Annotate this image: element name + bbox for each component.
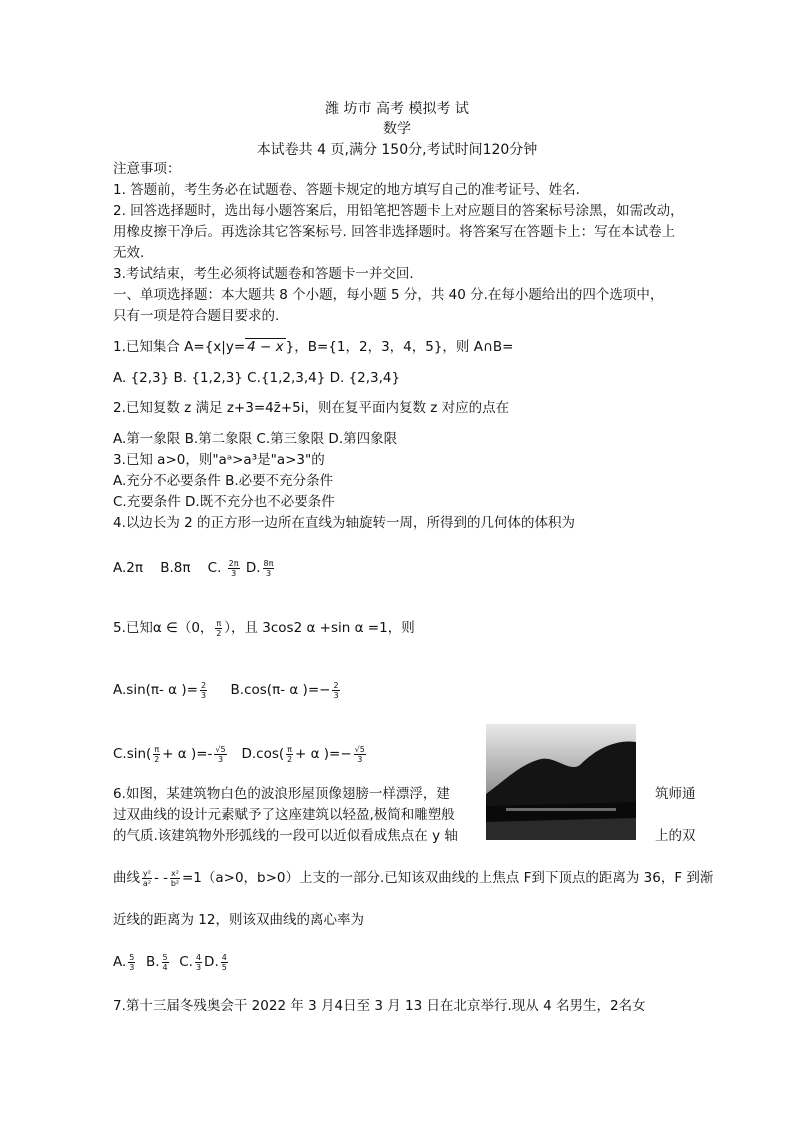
option-b: B.8π: [160, 560, 191, 576]
question-6-line3-right: 上的双: [655, 828, 696, 844]
question-6-line3: 的气质.该建筑物外形弧线的一段可以近似看成焦点在 y 轴: [113, 828, 458, 844]
q1-text-post: }，B={1，2，3，4，5}，则 A∩B=: [285, 339, 514, 355]
question-6-options: A. $\frac{5}{3}$ B. $\frac{5}{4}$ C. $\frac{4}{3}$ D. $\frac{4}{5}$: [113, 952, 227, 972]
q1-text-pre: 1.已知集合 A={x|y=: [113, 339, 246, 355]
option-d: D.: [245, 560, 261, 576]
question-3-options-1: A.充分不必要条件 B.必要不充分条件: [113, 473, 334, 489]
fraction: $\frac{\pi}{2}$: [216, 618, 222, 638]
fraction: $\frac{2\pi}{3}$: [228, 558, 239, 578]
question-6-line1: 6.如图，某建筑物白色的波浪形屋顶像翅膀一样漂浮，建: [113, 786, 450, 802]
question-5: [113, 618, 415, 639]
notice-item: 1. 答题前，考生务必在试题卷、答题卡规定的地方填写自己的准考证号、姓名.: [113, 182, 580, 198]
question-4: 4.以边长为 2 的正方形一边所在直线为轴旋转一周，所得到的几何体的体积为: [113, 515, 576, 531]
q5-text-pre: 5.已知α ∈（0，: [113, 620, 214, 636]
question-7: 7.第十三届冬残奥会干 2022 年 3 月4日至 3 月 13 日在北京举行.现从 4 名男生，2名女: [113, 998, 646, 1014]
question-4-options: [113, 558, 276, 579]
notice-item: 用橡皮擦干净后。再选涂其它答案标号. 回答非选择题时。将答案写在答题卡上：写在本试卷上: [113, 224, 676, 240]
wave-roof-building-image: [486, 724, 636, 840]
section-heading: 一、单项选择题：本大题共 8 个小题，每小题 5 分，共 40 分.在每小题给出的四个选项中，: [113, 287, 664, 303]
notice-item: 无效.: [113, 245, 145, 261]
question-6-line5: 近线的距离为 12，则该双曲线的离心率为: [113, 912, 364, 928]
notice-heading: 注意事项：: [113, 161, 181, 177]
option-a: A.2π: [113, 560, 144, 576]
notice-item: 2. 回答选择题时，选出每小题答案后，用铅笔把答题卡上对应题目的答案标号涂黑，如需改动，: [113, 203, 684, 219]
section-heading-cont: 只有一项是符合题目要求的.: [113, 308, 280, 324]
exam-info: 本试卷共 4 页,满分 150分,考试时间120分钟: [256, 142, 538, 158]
question-3: 3.已知 a>0，则"aᵃ>a³是"a>3"的: [113, 452, 325, 468]
question-6-line1-right: 筑师通: [655, 786, 696, 802]
question-3-options-2: C.充要条件 D.既不充分也不必要条件: [113, 494, 335, 510]
exam-subject: 数学: [383, 121, 411, 137]
question-2: 2.已知复数 z 满足 z+3=4z̄+5i，则在复平面内复数 z 对应的点在: [113, 400, 510, 416]
sqrt-expression: 4 − x: [247, 339, 284, 355]
question-5-options-ab: A.sin(π- α )= $\frac{2}{3}$ B.cos(π- α )=− $\frac{2}{3}$: [113, 680, 339, 700]
exam-title: 潍 坊市 高考 模拟考 试: [325, 101, 469, 117]
question-1: [113, 337, 513, 358]
q5-text-post: ），且 3cos2 α +sin α =1，则: [224, 620, 415, 636]
question-5-options-cd: C.sin( $\frac{\pi}{2}$ + α )=- $\frac{√5}{3}$ D.cos( $\frac{\pi}{2}$ + α )=− $\frac{√5}{3}$: [113, 744, 365, 764]
question-2-options: A.第一象限 B.第二象限 C.第三象限 D.第四象限: [113, 431, 398, 447]
question-6-line4: 曲线 $\frac{\text{y²}}{\text{a²}}$ - - $\frac{\text{x²}}{\text{b²}}$ =1（a>0，b>0）上支的一部分.已知该双曲线的上焦点 F到下顶点的距离为 36，F 到渐: [113, 868, 714, 888]
question-1-options: A. {2,3} B. {1,2,3} C.{1,2,3,4} D. {2,3,4}: [113, 370, 401, 386]
building-photo: [486, 724, 636, 840]
question-6-line2: 过双曲线的设计元素赋予了这座建筑以轻盈,极简和雕塑般: [113, 807, 455, 823]
notice-item: 3.考试结束，考生必须将试题卷和答题卡一并交回.: [113, 266, 414, 282]
fraction: $\frac{8\pi}{3}$: [263, 558, 274, 578]
option-c: C.: [207, 560, 222, 576]
